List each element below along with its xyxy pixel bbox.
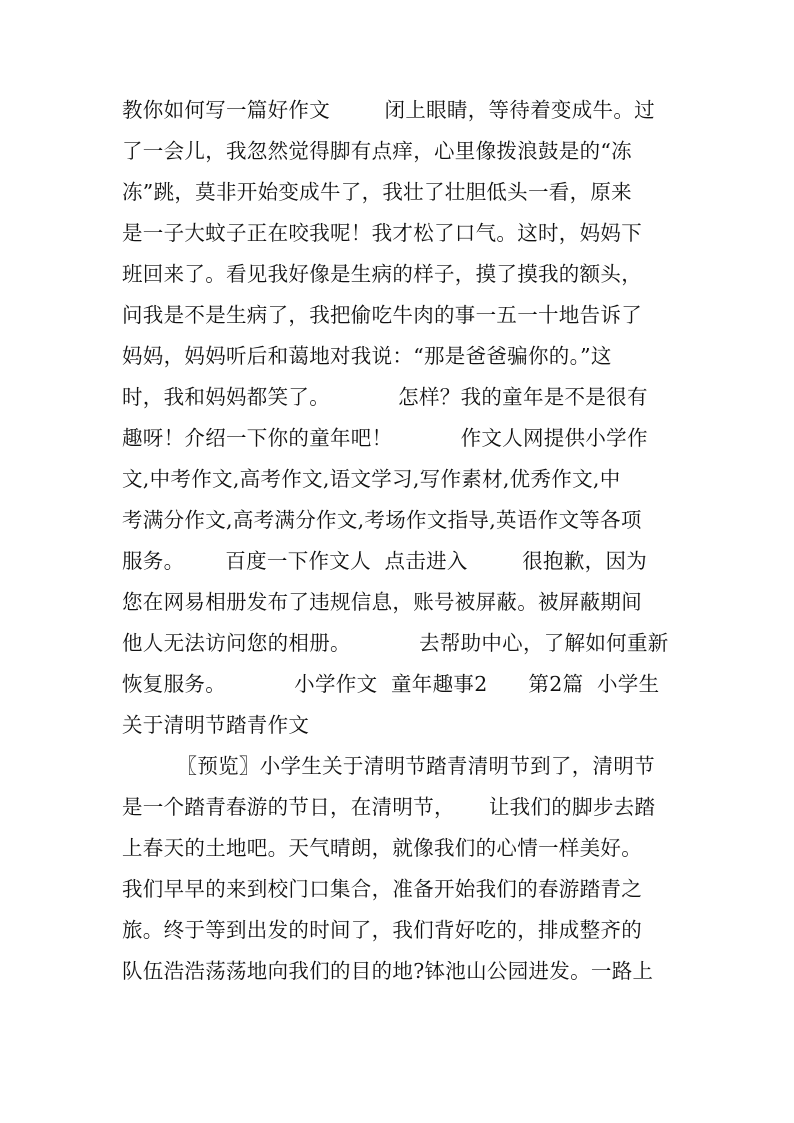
text-line: 我们早早的来到校门口集合，准备开始我们的春游踏青之: [122, 877, 642, 901]
text-line: 妈妈，妈妈听后和蔼地对我说：“那是爸爸骗你的。”这: [122, 344, 612, 368]
text-line: 是一个踏青春游的节日，在清明节， 让我们的脚步去踏: [122, 795, 656, 819]
text-line: 教你如何写一篇好作文 闭上眼睛，等待着变成牛。过: [122, 98, 655, 122]
text-line: 问我是不是生病了，我把偷吃牛肉的事一五一十地告诉了: [122, 303, 642, 327]
text-line: 队伍浩浩荡荡地向我们的目的地?钵池山公园进发。一路上: [122, 959, 654, 983]
text-line: 是一子大蚊子正在咬我呢！我才松了口气。这时，妈妈下: [122, 221, 642, 245]
text-line: 考满分作文,高考满分作文,考场作文指导,英语作文等各项: [122, 508, 642, 532]
text-line: 服务。 百度一下作文人 点击进入 很抱歉，因为: [122, 549, 648, 573]
text-line: 您在网易相册发布了违规信息，账号被屏蔽。被屏蔽期间: [122, 590, 642, 614]
text-line: 班回来了。看见我好像是生病的样子，摸了摸我的额头，: [122, 262, 642, 286]
text-line: 文,中考作文,高考作文,语文学习,写作素材,优秀作文,中: [122, 467, 621, 491]
text-line: 他人无法访问您的相册。 去帮助中心，了解如何重新: [122, 631, 669, 655]
text-line: 了一会儿，我忽然觉得脚有点痒，心里像拨浪鼓是的“冻: [122, 139, 632, 163]
text-line: 时，我和妈妈都笑了。 怎样？我的童年是不是很有: [122, 385, 648, 409]
text-line: 趣呀！介绍一下你的童年吧！ 作文人网提供小学作: [122, 426, 648, 450]
text-line: 〖预览〗小学生关于清明节踏青清明节到了，清明节: [122, 754, 655, 778]
text-line: 冻”跳，莫非开始变成牛了，我壮了壮胆低头一看，原来: [122, 180, 632, 204]
text-line: 上春天的土地吧。天气晴朗，就像我们的心情一样美好。: [122, 836, 642, 860]
section-title-line: 关于清明节踏青作文: [122, 713, 310, 737]
text-line: 恢复服务。 小学作文 童年趣事2 第2篇 小学生: [122, 672, 660, 696]
text-line: 旅。终于等到出发的时间了，我们背好吃的，排成整齐的: [122, 918, 642, 942]
